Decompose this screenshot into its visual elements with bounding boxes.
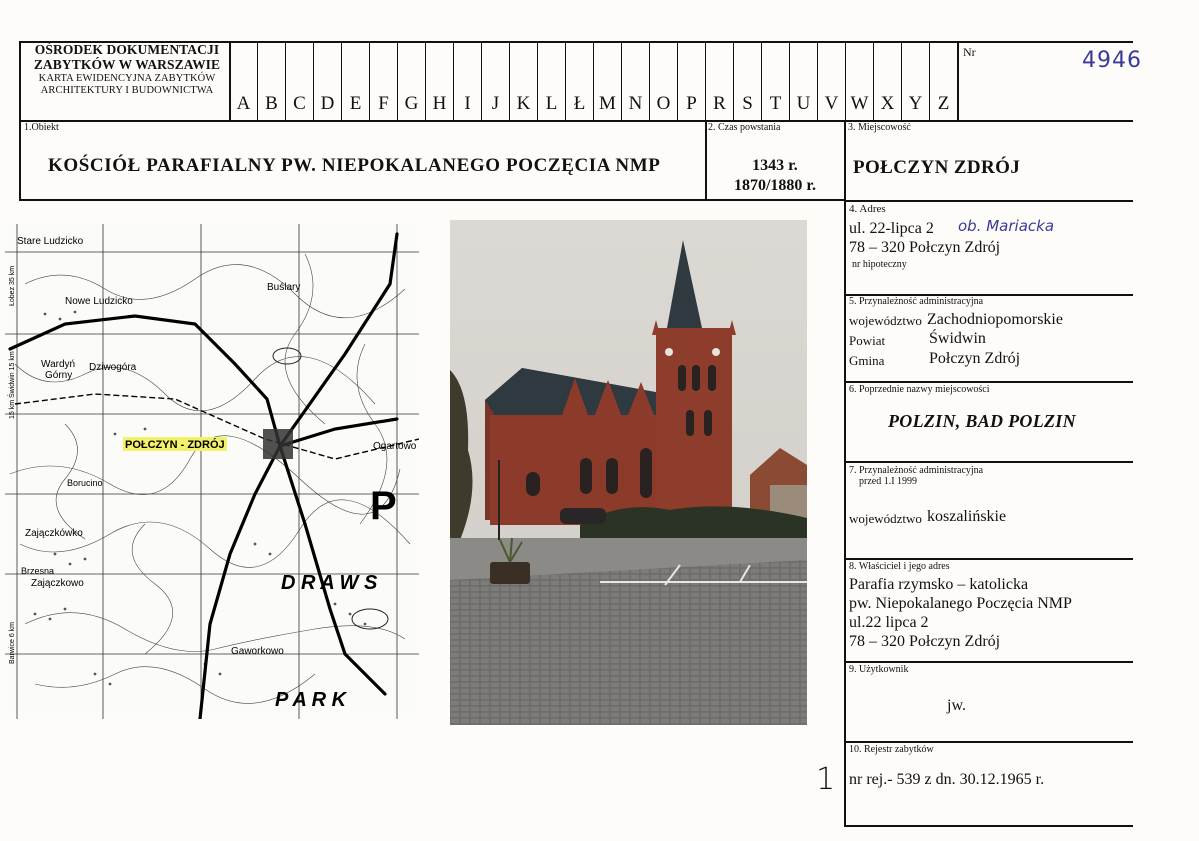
letter-cell: O bbox=[649, 42, 677, 121]
map-label-zajaczkowko: Zajączkówko bbox=[25, 528, 83, 539]
letter-cell: S bbox=[733, 42, 761, 121]
przynaleznosc-label: 5. Przynależność administracyjna bbox=[849, 296, 984, 307]
sec9-top bbox=[844, 661, 1133, 663]
map-label-gaworkowo: Gaworkowo bbox=[231, 646, 284, 657]
wlasciciel-line4: 78 – 320 Połczyn Zdrój bbox=[849, 633, 1001, 650]
card-type-line1: KARTA EWIDENCYJNA ZABYTKÓW bbox=[38, 73, 216, 84]
map-label-polczyn: POŁCZYN - ZDRÓJ bbox=[125, 439, 225, 451]
letter-cell: D bbox=[313, 42, 341, 121]
sec4-top bbox=[844, 200, 1133, 202]
letter-cell: L bbox=[537, 42, 565, 121]
obiekt-value: KOŚCIÓŁ PARAFIALNY PW. NIEPOKALANEGO POCZĘCIA NMP bbox=[48, 155, 661, 176]
wlasciciel-line1: Parafia rzymsko – katolicka bbox=[849, 576, 1029, 593]
map-label-borucino: Borucino bbox=[67, 478, 103, 488]
map-label-park: P A R K bbox=[275, 689, 347, 711]
map-label-brzesna: Brzesna bbox=[21, 566, 55, 576]
letter-cell: U bbox=[789, 42, 817, 121]
uzytkownik-value: jw. bbox=[947, 697, 966, 714]
letter-cell: A bbox=[229, 42, 257, 121]
rejestr-value: nr rej.- 539 z dn. 30.12.1965 r. bbox=[849, 771, 1045, 788]
map-label-draws: D R A W S bbox=[281, 572, 378, 594]
adres-label: 4. Adres bbox=[849, 203, 886, 215]
location-map bbox=[5, 224, 419, 719]
sec10-top bbox=[844, 741, 1133, 743]
letter-cell: W bbox=[845, 42, 873, 121]
letter-cell: T bbox=[761, 42, 789, 121]
organization-block bbox=[24, 42, 230, 96]
czas-value-2: 1870/1880 r. bbox=[733, 177, 817, 194]
map-label-nowe-ludzicko: Nowe Ludzicko bbox=[65, 296, 133, 307]
letter-cell: C bbox=[285, 42, 313, 121]
przed1999-label1: 7. Przynależność administracyjna bbox=[849, 465, 984, 476]
przed1999-label2: przed 1.I 1999 bbox=[859, 476, 918, 487]
poprzednie-label: 6. Poprzednie nazwy miejscowości bbox=[849, 384, 990, 395]
sec7-top bbox=[844, 461, 1133, 463]
woj-value: Zachodniopomorskie bbox=[927, 311, 1063, 328]
letter-cell: P bbox=[677, 42, 705, 121]
powiat-value: Świdwin bbox=[929, 330, 986, 347]
letter-cell: Z bbox=[929, 42, 957, 121]
rejestr-label: 10. Rejestr zabytków bbox=[849, 744, 934, 755]
map-side-top: Łobez 35 km bbox=[9, 265, 16, 306]
map-label-buslary: Buślary bbox=[267, 282, 301, 293]
czas-label: 2. Czas powstania bbox=[708, 122, 781, 133]
wlasciciel-line2: pw. Niepokalanego Poczęcia NMP bbox=[849, 595, 1072, 612]
map-label-dziwogora: Dziwogóra bbox=[89, 362, 137, 373]
woj-label: województwo bbox=[849, 313, 922, 328]
sec8-top bbox=[844, 558, 1133, 560]
obiekt-label: 1.Obiekt bbox=[24, 122, 59, 133]
wlasciciel-line3: ul.22 lipca 2 bbox=[849, 614, 929, 631]
letter-cell: H bbox=[425, 42, 453, 121]
letter-cell: X bbox=[873, 42, 901, 121]
adres-line1: ul. 22-lipca 2 bbox=[849, 220, 934, 237]
map-side-mid: 15 km Świdwin 15 km bbox=[9, 351, 16, 419]
row1-bottom-border bbox=[19, 199, 845, 201]
church-photo bbox=[450, 220, 807, 725]
letter-cell: Ł bbox=[565, 42, 593, 121]
map-side-bot: Barwice 6 km bbox=[9, 621, 16, 664]
letter-cell: N bbox=[621, 42, 649, 121]
czas-values bbox=[706, 156, 844, 196]
letter-cell: J bbox=[481, 42, 509, 121]
letter-cell: E bbox=[341, 42, 369, 121]
poprzednie-value: POLZIN, BAD POLZIN bbox=[888, 411, 1076, 431]
right-column-border bbox=[844, 120, 846, 826]
wlasciciel-block bbox=[849, 575, 1072, 651]
map-label-ogartowo: Ogartowo bbox=[373, 441, 417, 452]
adres-hipoteka: nr hipoteczny bbox=[852, 259, 907, 270]
letter-cell: G bbox=[397, 42, 425, 121]
letter-cell: K bbox=[509, 42, 537, 121]
nr-left-border bbox=[957, 41, 959, 121]
map-label-zajaczkowo: Zajączkowo bbox=[31, 578, 84, 589]
map-label-gorny: Górny bbox=[45, 370, 73, 381]
letter-cell: F bbox=[369, 42, 397, 121]
map-label-stare-ludzicko: Stare Ludzicko bbox=[17, 236, 84, 247]
letter-cell: M bbox=[593, 42, 621, 121]
alphabet-index bbox=[229, 42, 957, 121]
powiat-label: Powiat bbox=[849, 333, 886, 348]
letter-cell: V bbox=[817, 42, 845, 121]
uzytkownik-label: 9. Użytkownik bbox=[849, 664, 909, 675]
przed1999-woj-value: koszalińskie bbox=[927, 508, 1007, 525]
map-label-wardyn: Wardyń bbox=[41, 359, 76, 370]
org-name-line2: ZABYTKÓW W WARSZAWIE bbox=[33, 57, 221, 72]
page-number: 1 bbox=[816, 762, 836, 797]
miejscowosc-value: POŁCZYN ZDRÓJ bbox=[853, 157, 1021, 178]
sec10-bottom bbox=[844, 825, 1133, 827]
czas-value-1: 1343 r. bbox=[752, 157, 798, 174]
wlasciciel-label: 8. Właściciel i jego adres bbox=[849, 561, 950, 572]
sec6-top bbox=[844, 381, 1133, 383]
letter-cell: Y bbox=[901, 42, 929, 121]
card-type-line2: ARCHITEKTURY I BUDOWNICTWA bbox=[40, 85, 214, 96]
letter-cell: B bbox=[257, 42, 285, 121]
gmina-label: Gmina bbox=[849, 353, 885, 368]
org-name-line1: OŚRODEK DOKUMENTACJI bbox=[34, 42, 220, 57]
adres-line2: 78 – 320 Połczyn Zdrój bbox=[849, 239, 1001, 256]
nr-value: 4946 bbox=[1082, 48, 1142, 73]
letter-cell: I bbox=[453, 42, 481, 121]
przed1999-woj-label: województwo bbox=[849, 511, 922, 526]
miejscowosc-label: 3. Miejscowość bbox=[848, 122, 911, 133]
gmina-value: Połczyn Zdrój bbox=[929, 350, 1021, 367]
letter-cell: R bbox=[705, 42, 733, 121]
map-label-big-p: P bbox=[370, 484, 397, 528]
nr-label: Nr bbox=[963, 45, 976, 59]
adres-handwritten: ob. Mariacka bbox=[958, 217, 1055, 235]
